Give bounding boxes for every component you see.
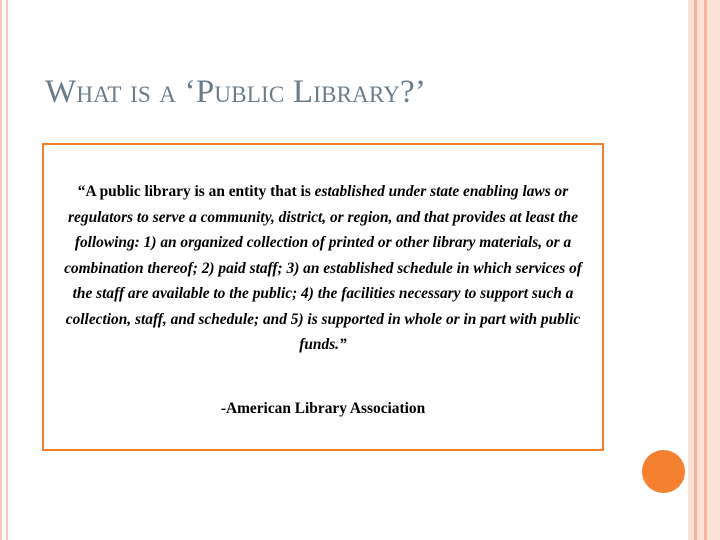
quote-emphasis: established under state enabling laws or regulators to serve a community, district, or region, and that provides at least the following: 1) an organized collection of printed or other library materials, or a combination thereof; 2) paid staff; 3) an established schedule in which services of the staff are available to the public; 4) the facilities necessary to support such a collection, staff, and schedule; and 5) is supported in whole or in part with public funds.” (64, 183, 582, 353)
quote-attribution: -American Library Association (220, 400, 426, 417)
quote-opening: “A public library is an entity that is (77, 183, 315, 200)
right-border-stripe (707, 0, 720, 540)
right-border-stripe (697, 0, 704, 540)
decorative-orange-circle (642, 450, 685, 493)
quote-text (58, 179, 588, 358)
left-border-stripe (6, 0, 8, 540)
quote-box (42, 143, 604, 451)
left-border-stripe (0, 0, 2, 540)
slide-title: What is a ‘Public Library?’ (45, 74, 427, 110)
